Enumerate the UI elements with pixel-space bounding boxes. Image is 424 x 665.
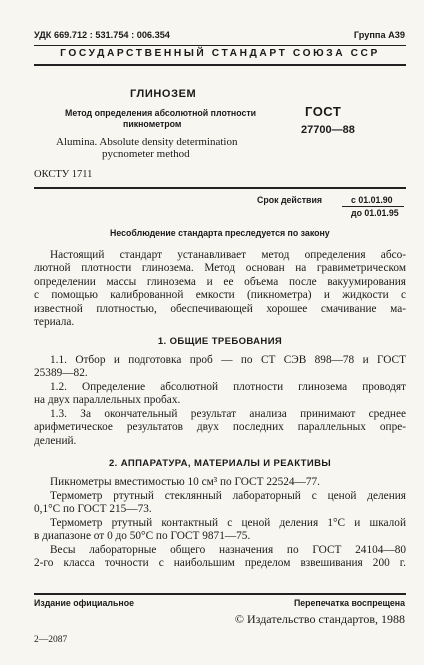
validity-underline xyxy=(342,206,404,207)
validity-from: с 01.01.90 xyxy=(351,195,393,205)
paragraph-line: 1.2. Определение абсолютной плотности глинозема проводят xyxy=(50,381,406,393)
paragraph-line: 25389—82. xyxy=(34,367,88,380)
subtitle-en-line-2: pycnometer method xyxy=(102,148,190,160)
section-1-paragraph-2 xyxy=(34,381,406,408)
paragraph-line: Термометр ртутный стеклянный лабораторный с ценой деления xyxy=(50,490,406,502)
paragraph-line: Термометр ртутный контактный с ценой деления 1°С и шкалой xyxy=(50,517,406,529)
intro-paragraph xyxy=(34,249,406,329)
paragraph-line: Пикнометры вместимостью 10 см³ по ГОСТ 22524—77. xyxy=(50,476,320,488)
section-2-paragraph-2 xyxy=(34,490,406,517)
validity-label: Срок действия xyxy=(257,195,322,205)
paragraph-line: 1.3. За окончательный результат анализа принимают среднее xyxy=(50,408,406,420)
reprint-notice: Перепечатка воспрещена xyxy=(293,598,405,608)
print-code: 2—2087 xyxy=(34,635,68,645)
intro-line: с помощью калиброванной емкости (пикнометра) и жидкости с xyxy=(34,289,406,302)
legal-notice: Несоблюдение стандарта преследуется по закону xyxy=(110,228,330,238)
title-block-rule xyxy=(34,187,406,189)
header-rule-top xyxy=(34,45,406,46)
intro-line: териала. xyxy=(34,316,75,329)
section-1-heading: 1. ОБЩИЕ ТРЕБОВАНИЯ xyxy=(157,336,283,347)
paragraph-line: Весы лабораторные общего назначения по ГОСТ 24104—80 xyxy=(50,544,406,556)
paragraph-line: 0,1°С по ГОСТ 215—73. xyxy=(34,503,152,516)
document-title: ГЛИНОЗЕМ xyxy=(130,88,197,100)
group-code: Группа А39 xyxy=(353,30,405,40)
paragraph-line: 2-го класса точности с наибольшим пределом взвешивания 200 г. xyxy=(34,557,406,570)
validity-to: до 01.01.95 xyxy=(351,208,399,218)
subtitle-ru-line-1: Метод определения абсолютной плотности xyxy=(65,108,257,118)
section-1-paragraph-3 xyxy=(34,408,406,448)
intro-line: лютной плотности глинозема. Метод основан на гравиметрическом xyxy=(34,262,406,275)
paragraph-line: на двух параллельных пробах. xyxy=(34,394,181,407)
subtitle-en-line-1: Alumina. Absolute density determination xyxy=(56,136,238,148)
okstu-code: ОКСТУ 1711 xyxy=(34,169,93,180)
section-2-paragraph-4 xyxy=(34,544,406,571)
section-2-heading: 2. АППАРАТУРА, МАТЕРИАЛЫ И РЕАКТИВЫ xyxy=(108,458,332,469)
publisher-copyright: © Издательство стандартов, 1988 xyxy=(234,612,405,626)
section-1-paragraph-1 xyxy=(34,354,406,381)
section-2-paragraph-1 xyxy=(34,476,406,489)
paragraph-line: в диапазоне от 0 до 50°С по ГОСТ 9871—75. xyxy=(34,530,251,543)
paragraph-line: арифметическое результатов двух последних параллельных опре- xyxy=(34,421,406,434)
intro-line: известной плотностью, обеспечивающей хорошее смачивание ма- xyxy=(34,302,406,315)
udk-code: УДК 669.712 : 531.754 : 006.354 xyxy=(34,30,170,40)
footer-rule xyxy=(34,593,406,595)
paragraph-line: делений. xyxy=(34,434,77,447)
standard-org-title: ГОСУДАРСТВЕННЫЙ СТАНДАРТ СОЮЗА ССР xyxy=(60,48,380,59)
intro-line: определении массы глинозема и ее объема после вакуумирования xyxy=(34,275,406,288)
intro-line: Настоящий стандарт устанавливает метод определения абсо- xyxy=(50,249,406,261)
paragraph-line: 1.1. Отбор и подготовка проб — по СТ СЭВ 898—78 и ГОСТ xyxy=(50,354,406,366)
section-2-paragraph-3 xyxy=(34,517,406,544)
header-rule-bottom xyxy=(34,64,406,66)
gost-number: 27700—88 xyxy=(301,124,355,136)
subtitle-ru-line-2: пикнометром xyxy=(123,119,182,129)
official-edition-label: Издание официальное xyxy=(34,598,134,608)
gost-label: ГОСТ xyxy=(305,104,342,119)
